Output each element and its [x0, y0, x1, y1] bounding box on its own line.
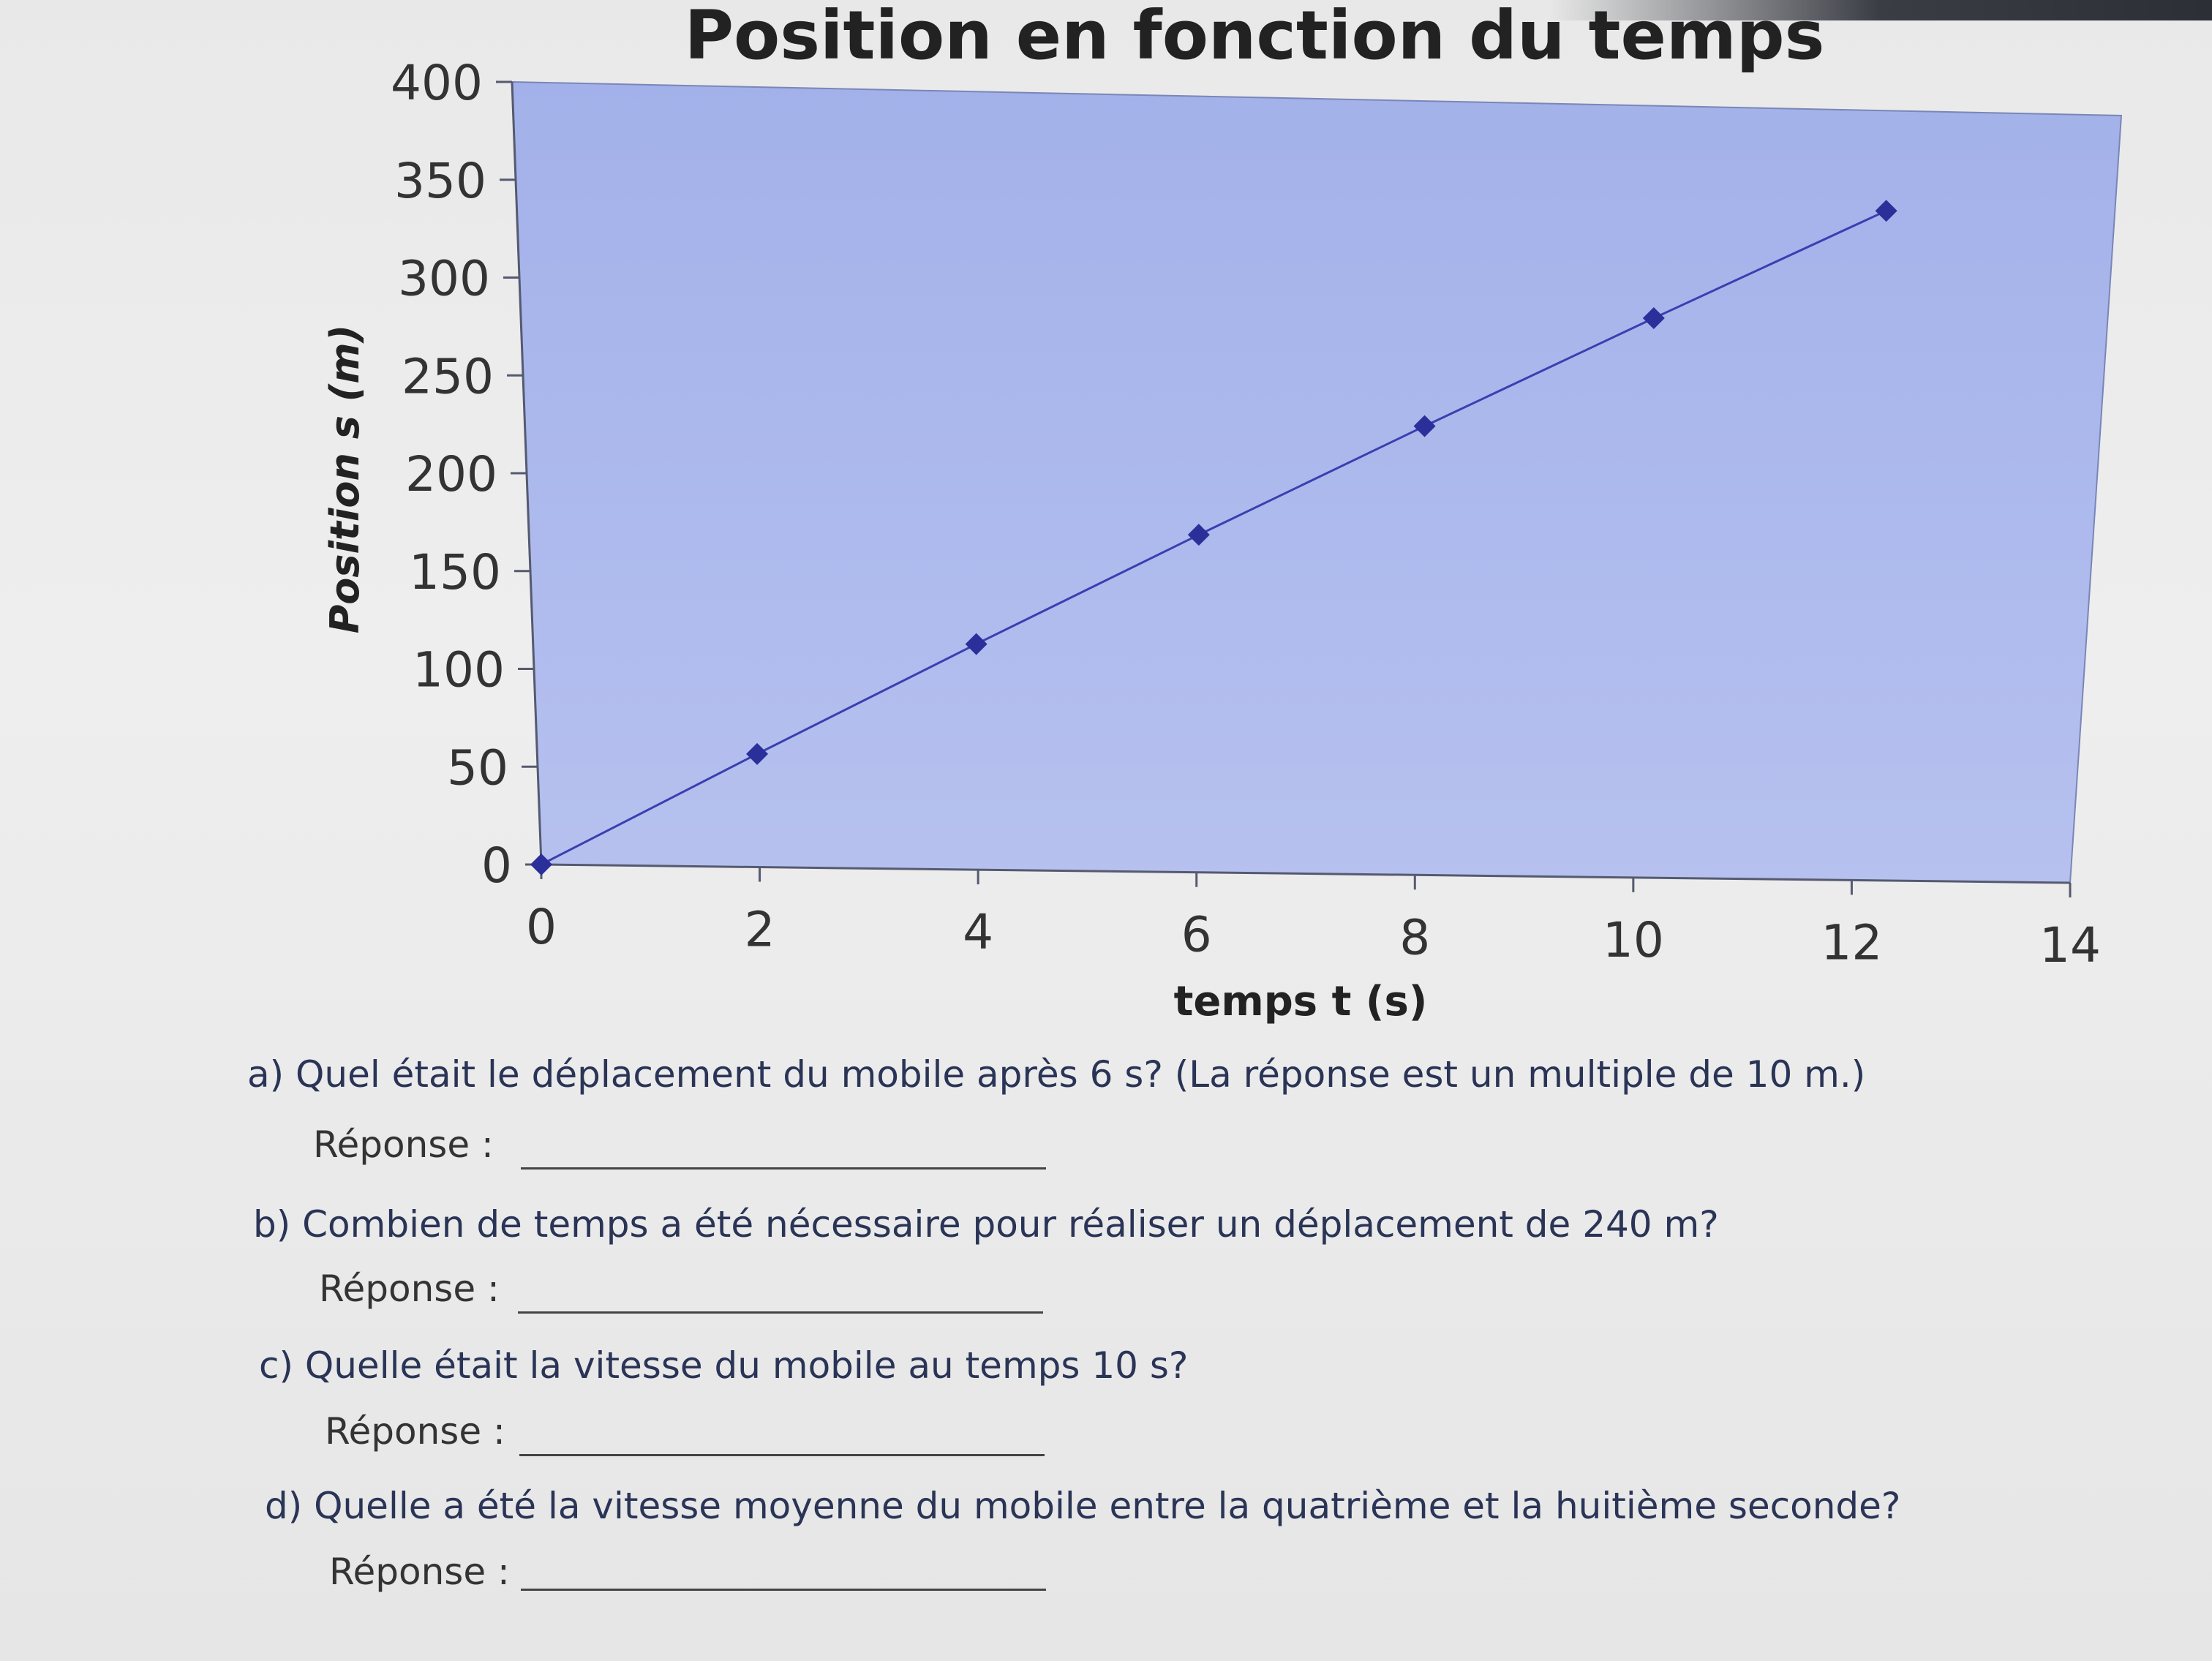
x-tick-label: 8 [1399, 909, 1431, 966]
answer-line-b[interactable] [518, 1311, 1043, 1314]
x-tick-label: 2 [744, 901, 775, 958]
y-tick-label: 350 [394, 152, 486, 209]
x-tick-label: 12 [1821, 914, 1883, 971]
answer-line-c[interactable] [519, 1454, 1045, 1456]
x-tick-label: 14 [2039, 917, 2101, 973]
y-tick-label: 150 [409, 543, 501, 600]
x-axis-label: temps t (s) [1173, 978, 1428, 1025]
plot-area [512, 82, 2121, 883]
question-d: d) Quelle a été la vitesse moyenne du mobile entre la quatrième et la huitième seconde? [265, 1485, 1901, 1527]
x-tick-label: 10 [1602, 911, 1664, 968]
y-axis-label: Position s (m) [322, 324, 368, 634]
y-tick-label: 400 [391, 55, 483, 111]
question-a: a) Quel était le déplacement du mobile après 6 s? (La réponse est un multiple de 10 m.) [247, 1053, 1866, 1096]
answer-label-d: Réponse : [329, 1551, 510, 1593]
answer-line-d[interactable] [521, 1589, 1046, 1591]
x-tick-label: 4 [963, 904, 994, 961]
y-tick-label: 100 [413, 641, 505, 698]
answer-label-c: Réponse : [325, 1410, 505, 1453]
y-tick-label: 300 [398, 250, 490, 307]
y-tick-label: 200 [405, 446, 497, 502]
x-tick-label: 0 [526, 899, 557, 955]
y-tick-label: 250 [402, 348, 494, 405]
y-tick-label: 0 [481, 837, 512, 894]
question-c: c) Quelle était la vitesse du mobile au temps 10 s? [259, 1344, 1189, 1387]
y-tick-label: 50 [447, 739, 508, 796]
x-tick-label: 6 [1181, 906, 1212, 963]
answer-line-a[interactable] [521, 1167, 1046, 1170]
chart-title: Position en fonction du temps [684, 0, 1825, 75]
answer-label-a: Réponse : [313, 1123, 494, 1166]
question-b: b) Combien de temps a été nécessaire pour réaliser un déplacement de 240 m? [253, 1203, 1719, 1246]
answer-label-b: Réponse : [319, 1268, 500, 1310]
